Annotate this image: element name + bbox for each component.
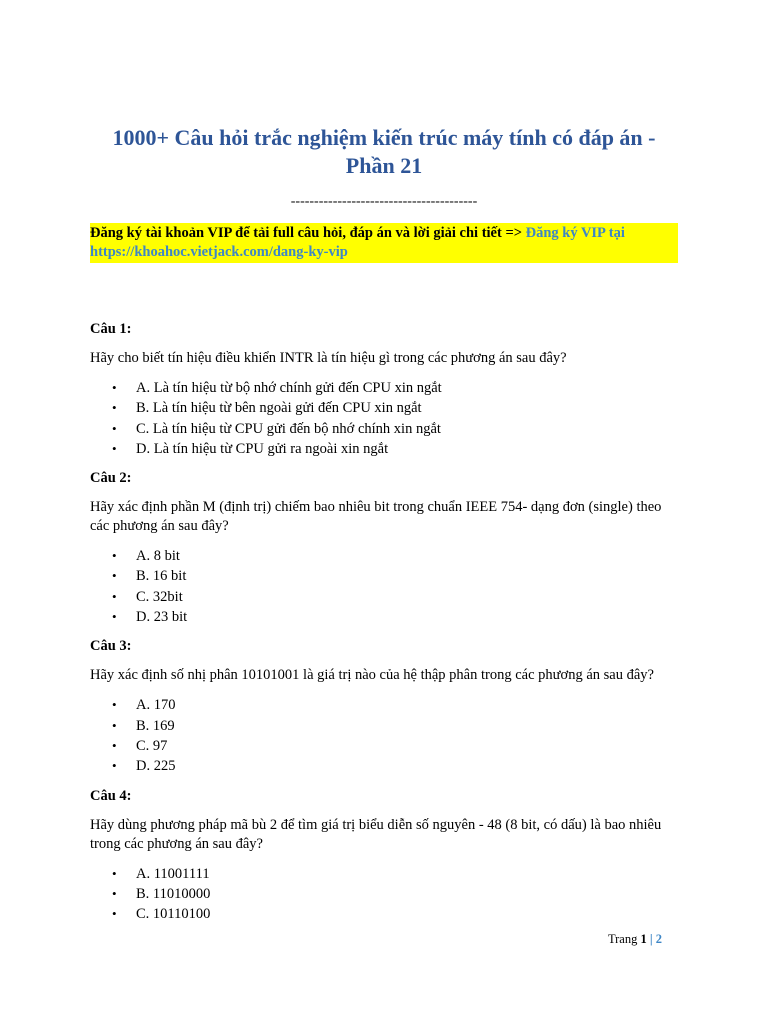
option-item	[90, 716, 680, 736]
vip-banner	[90, 223, 678, 263]
bullet-icon: •	[112, 420, 117, 436]
question-text: Hãy xác định phần M (định trị) chiếm bao nhiêu bit trong chuẩn IEEE 754- dạng đơn (single) theo các phương án sau đây?	[90, 499, 662, 535]
question-4	[90, 787, 680, 925]
option-list	[90, 695, 680, 776]
title-divider: ----------------------------------------	[290, 194, 478, 209]
question-text: Hãy xác định số nhị phân 10101001 là giá trị nào của hệ thập phân trong các phương án sau đây?	[90, 667, 654, 684]
option-item	[90, 884, 680, 904]
question-label: Câu 2:	[90, 470, 132, 487]
bullet-icon: •	[112, 865, 117, 881]
bullet-icon: •	[112, 400, 117, 416]
option-text: A. 8 bit	[136, 548, 180, 565]
bullet-icon: •	[112, 906, 117, 922]
option-text: C. 97	[136, 737, 168, 754]
option-item	[90, 566, 680, 586]
question-text: Hãy dùng phương pháp mã bù 2 để tìm giá trị biểu diễn số nguyên - 48 (8 bit, có dấu) là bao nhiêu trong các phương án sau đây?	[90, 816, 662, 852]
option-item	[90, 695, 680, 715]
option-text: B. 16 bit	[136, 568, 187, 585]
option-item	[90, 378, 680, 398]
page-title	[90, 124, 678, 180]
option-text: C. 32bit	[136, 588, 183, 605]
option-item	[90, 587, 680, 607]
vip-banner-text: Đăng ký tài khoản VIP để tải full câu hỏi, đáp án và lời giải chi tiết =>	[90, 225, 526, 241]
option-text: D. 23 bit	[136, 609, 188, 626]
question-text: Hãy cho biết tín hiệu điều khiển INTR là tín hiệu gì trong các phương án sau đây?	[90, 350, 567, 366]
option-text: A. 170	[136, 697, 176, 714]
bullet-icon: •	[112, 380, 117, 395]
option-text: B. Là tín hiệu từ bên ngoài gửi đến CPU xin ngắt	[136, 400, 422, 417]
option-text: D. Là tín hiệu từ CPU gửi ra ngoài xin ngắt	[136, 440, 389, 457]
page-number-label: Trang	[607, 932, 641, 946]
question-3	[90, 637, 680, 776]
option-list	[90, 864, 680, 925]
option-item	[90, 607, 680, 627]
page-title-line2: Phần 21	[345, 153, 423, 178]
option-item	[90, 398, 680, 418]
option-text: B. 11010000	[136, 885, 211, 902]
question-label: Câu 4:	[90, 787, 132, 804]
bullet-icon: •	[112, 588, 117, 604]
bullet-icon: •	[112, 758, 117, 774]
option-text: B. 169	[136, 717, 175, 734]
bullet-icon: •	[112, 609, 117, 625]
bullet-icon: •	[112, 548, 117, 564]
option-item	[90, 546, 680, 566]
page-number	[608, 931, 662, 947]
bullet-icon: •	[112, 697, 117, 713]
bullet-icon: •	[112, 737, 117, 753]
option-text: A. 11001111	[136, 865, 210, 882]
bullet-icon: •	[112, 568, 117, 584]
page-title-line1: 1000+ Câu hỏi trắc nghiệm kiến trúc máy tính có đáp án -	[112, 125, 656, 150]
question-1	[90, 320, 680, 459]
bullet-icon: •	[112, 440, 117, 456]
option-list	[90, 546, 680, 627]
page-number-total: 2	[655, 932, 662, 946]
vip-register-link[interactable]: Đăng ký VIP tại https://khoahoc.vietjack.com/dang-ky-vip	[90, 225, 625, 260]
option-text: C. Là tín hiệu từ CPU gửi đến bộ nhớ chính xin ngắt	[136, 420, 441, 437]
option-list	[90, 378, 680, 459]
option-item	[90, 864, 680, 884]
page-number-separator: |	[646, 932, 656, 946]
option-item	[90, 736, 680, 756]
questions-section	[90, 320, 680, 934]
bullet-icon: •	[112, 885, 117, 901]
option-item	[90, 439, 680, 459]
question-label: Câu 1:	[90, 321, 132, 337]
question-2	[90, 469, 680, 627]
option-item	[90, 419, 680, 439]
question-label: Câu 3:	[90, 638, 132, 655]
option-item	[90, 904, 680, 924]
option-text: A. Là tín hiệu từ bộ nhớ chính gửi đến CPU xin ngắt	[136, 380, 442, 396]
option-text: C. 10110100	[136, 906, 211, 923]
option-text: D. 225	[136, 758, 176, 775]
bullet-icon: •	[112, 717, 117, 733]
page-number-current: 1	[640, 932, 647, 946]
option-item	[90, 756, 680, 776]
